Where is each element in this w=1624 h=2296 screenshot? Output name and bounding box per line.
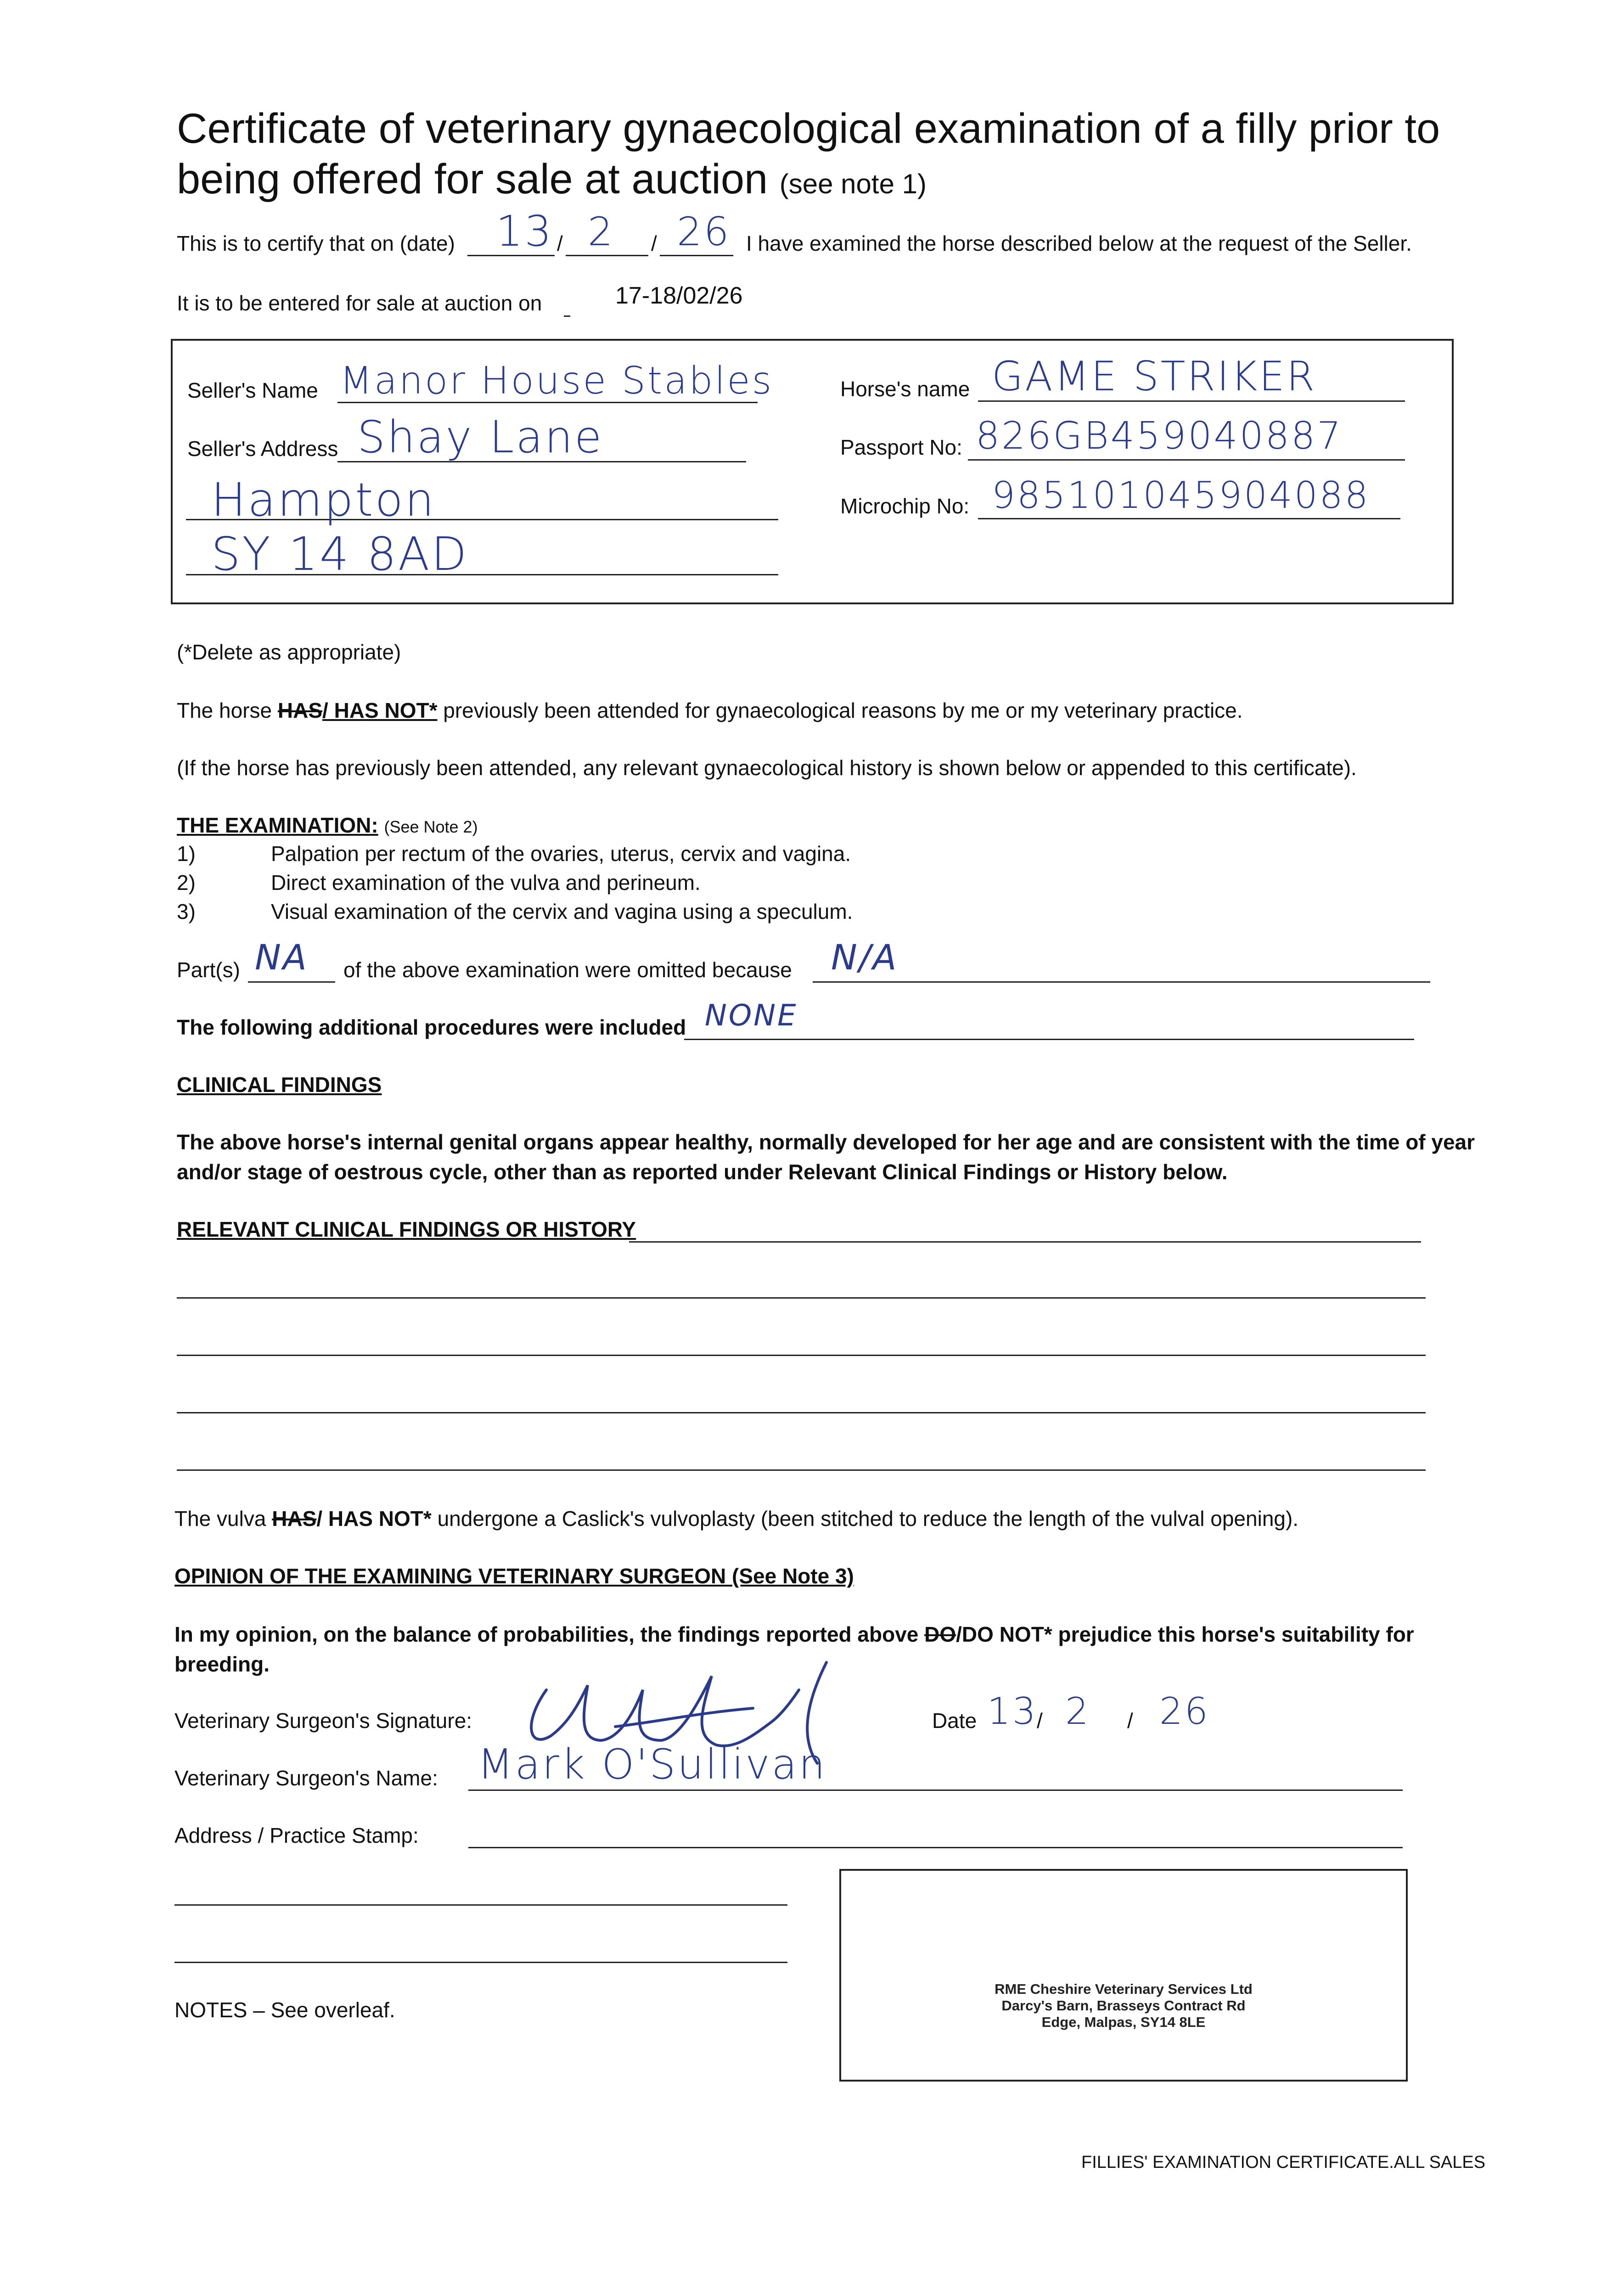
notes: NOTES – See overleaf. xyxy=(174,1998,395,2022)
opinion-heading: OPINION OF THE EXAMINING VETERINARY SURGEON (See Note 3) xyxy=(174,1564,854,1588)
exam-item-3: Visual examination of the cervix and vagina using a speculum. xyxy=(271,900,853,923)
sig-date-year: 26 xyxy=(1159,1690,1210,1733)
attended-line: The horse HAS/ HAS NOT* previously been attended for gynaecological reasons by me or my veterinary practice. xyxy=(177,698,1243,722)
certify-suffix: I have examined the horse described below at the request of the Seller. xyxy=(746,231,1412,255)
opinion-do-struck: DO xyxy=(924,1622,956,1646)
stamp-line-3: Edge, Malpas, SY14 8LE xyxy=(1041,2014,1206,2030)
clinical-heading: CLINICAL FINDINGS xyxy=(177,1073,382,1097)
history-note: (If the horse has previously been attended, any relevant gynaecological history is shown below or appended to this certificate). xyxy=(177,756,1357,780)
additional-label: The following additional procedures were included xyxy=(177,1015,686,1039)
certify-prefix: This is to certify that on (date) xyxy=(177,231,455,255)
clinical-line-2: and/or stage of oestrous cycle, other than as reported under Relevant Clinical Findings or History below. xyxy=(177,1160,1228,1184)
relevant-heading: RELEVANT CLINICAL FINDINGS OR HISTORY xyxy=(177,1217,636,1241)
vulva-has-struck: HAS xyxy=(272,1507,317,1531)
seller-address-line3: SY 14 8AD xyxy=(211,527,469,581)
stamp-line-1: RME Cheshire Veterinary Services Ltd xyxy=(995,1981,1253,1997)
date-label: Date xyxy=(932,1709,977,1733)
exam-item-2: Direct examination of the vulva and perineum. xyxy=(271,871,701,895)
stamp-line-2: Darcy's Barn, Brasseys Contract Rd xyxy=(1001,1998,1246,2014)
seller-name-label: Seller's Name xyxy=(187,378,318,402)
passport-value: 826GB459040887 xyxy=(976,414,1343,458)
vulva-line: The vulva HAS/ HAS NOT* undergone a Caslick's vulvoplasty (been stitched to reduce the length of the vulval opening). xyxy=(174,1507,1299,1531)
certify-day: 13 xyxy=(496,207,554,256)
surgeon-name-label: Veterinary Surgeon's Name: xyxy=(174,1766,438,1790)
opinion-line-1: In my opinion, on the balance of probabilities, the findings reported above DO/DO NOT* prejudice this horse's suitability for xyxy=(174,1622,1414,1646)
exam-item-1: Palpation per rectum of the ovaries, uterus, cervix and vagina. xyxy=(271,842,851,866)
seller-address-line1: Shay Lane xyxy=(357,411,604,463)
practice-stamp xyxy=(839,1869,1408,2082)
vulva-has-not: / HAS NOT* xyxy=(316,1507,432,1531)
title-line-2: being offered for sale at auction (see note 1) xyxy=(177,156,927,203)
seller-address-line2: Hampton xyxy=(211,473,436,527)
page-title xyxy=(177,103,1440,209)
examination-heading: THE EXAMINATION: (See Note 2) xyxy=(177,813,478,837)
attended-has-not: / HAS NOT* xyxy=(322,698,438,722)
additional-value: NONE xyxy=(705,999,798,1033)
opinion-line-2: breeding. xyxy=(174,1652,270,1676)
footer: FILLIES' EXAMINATION CERTIFICATE.ALL SALES xyxy=(1081,2153,1486,2172)
seller-name-value: Manor House Stables xyxy=(340,359,774,403)
horse-name-value: GAME STRIKER xyxy=(992,353,1317,400)
clinical-line-1: The above horse's internal genital organs appear healthy, normally developed for her age and are consistent with the time of year xyxy=(177,1130,1475,1154)
sig-date-day: 13 xyxy=(987,1690,1038,1733)
attended-has-struck: HAS xyxy=(277,698,323,722)
practice-stamp-label: Address / Practice Stamp: xyxy=(174,1823,419,1847)
delete-note: (*Delete as appropriate) xyxy=(177,640,401,664)
title-line-1: Certificate of veterinary gynaecological examination of a filly prior to xyxy=(177,105,1440,152)
title-note: (see note 1) xyxy=(779,169,927,199)
parts-label: Part(s) xyxy=(177,958,240,982)
auction-label: It is to be entered for sale at auction on xyxy=(177,291,542,315)
parts-reason: N/A xyxy=(831,937,899,978)
auction-date: 17-18/02/26 xyxy=(615,282,743,309)
sig-date-month: 2 xyxy=(1065,1690,1090,1733)
certify-year: 26 xyxy=(677,209,731,255)
passport-label: Passport No: xyxy=(840,435,962,459)
microchip-label: Microchip No: xyxy=(840,494,970,518)
microchip-value: 985101045904088 xyxy=(992,474,1370,517)
surgeon-name-value: Mark O'Sullivan xyxy=(478,1740,827,1789)
parts-middle: of the above examination were omitted because xyxy=(343,958,792,982)
signature-label: Veterinary Surgeon's Signature: xyxy=(174,1709,472,1733)
horse-name-label: Horse's name xyxy=(840,377,970,401)
certify-month: 2 xyxy=(588,209,615,255)
seller-address-label: Seller's Address xyxy=(187,437,338,461)
parts-value: NA xyxy=(255,937,309,978)
